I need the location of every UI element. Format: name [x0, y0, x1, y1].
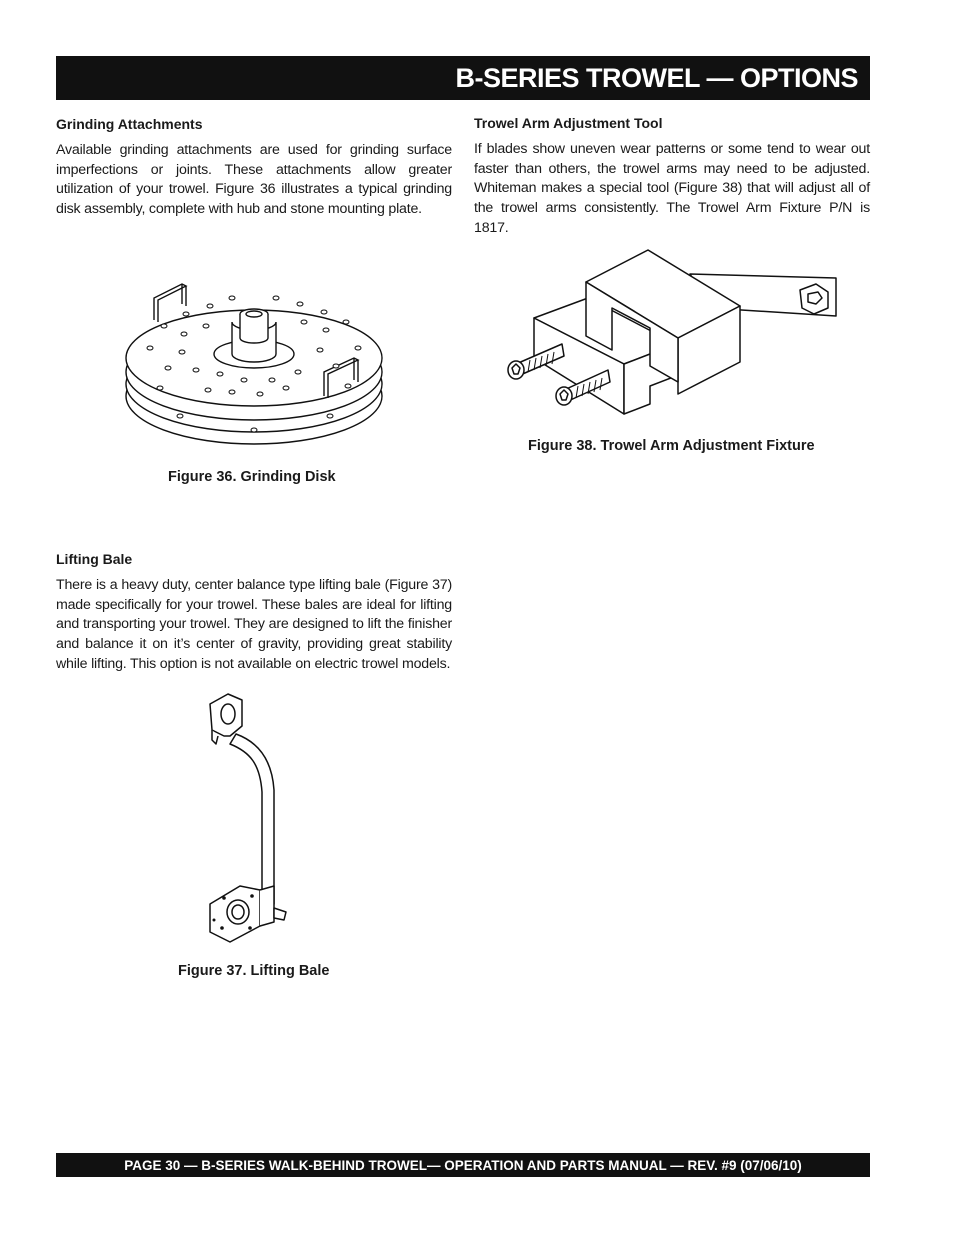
grinding-disk-figure [120, 276, 390, 456]
lifting-body: There is a heavy duty, center balance type lifting bale (Figure 37) made specifically for your trowel. These bales are ideal for lifting and transporting your trowel. They are designed to lift the finisher and balance it on it’s center of gravity, providing great stability while lifting. This option is not available on electric trowel models. [56, 577, 452, 672]
lifting-bale-figure [200, 690, 300, 950]
lifting-section [56, 551, 452, 675]
grinding-heading: Grinding Attachments [56, 116, 203, 132]
page-title: B-SERIES TROWEL — OPTIONS [455, 62, 858, 93]
grinding-section [56, 116, 452, 220]
lifting-heading: Lifting Bale [56, 551, 133, 567]
figure-37-caption: Figure 37. Lifting Bale [178, 963, 330, 979]
footer-text: PAGE 30 — B-SERIES WALK-BEHIND TROWEL— OPERATION AND PARTS MANUAL — REV. #9 (07/06/10) [124, 1157, 802, 1173]
trowel-arm-body: If blades show uneven wear patterns or some tend to wear out faster than others, the trowel arms may need to be adjusted. Whiteman makes a special tool (Figure 38) that will adjust all of the trowel arms consistently. The Trowel Arm Fixture P/N is 1817. [474, 141, 870, 236]
trowel-arm-fixture-figure [500, 246, 845, 426]
figure-38-caption: Figure 38. Trowel Arm Adjustment Fixture [528, 438, 815, 454]
page-header-bar [56, 56, 870, 100]
figure-36-caption: Figure 36. Grinding Disk [168, 469, 336, 485]
trowel-arm-section [474, 115, 870, 239]
page-footer-bar [56, 1153, 870, 1177]
grinding-body: Available grinding attachments are used for grinding surface imperfections or joints. These attachments allow greater utilization of your trowel. Figure 36 illustrates a typical grinding disk assembly, complete with hub and stone mounting plate. [56, 142, 452, 218]
trowel-arm-heading: Trowel Arm Adjustment Tool [474, 115, 663, 131]
